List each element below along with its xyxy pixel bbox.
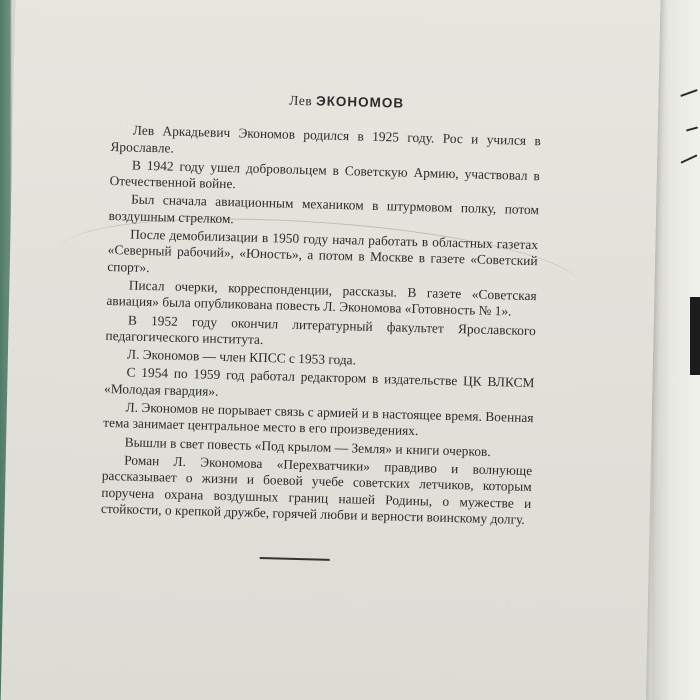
paragraph: Л. Экономов — член КПСС с 1953 года. bbox=[126, 346, 357, 368]
paragraph: Писал очерки, корреспонденции, рассказы. В газете «Советская авиация» была опубликована повесть Л. Экономова «Готовность № 1». bbox=[106, 277, 537, 319]
paragraph: Был сначала авиационным механиком в штурмовом полку, потом воздушным стрелком. bbox=[108, 192, 540, 227]
next-page-dark-mark bbox=[690, 297, 700, 375]
title-first-name: Лев bbox=[289, 92, 313, 109]
paragraph: Роман Л. Экономова «Перехватчики» правдиво и волнующе рассказывает о жизни и боевой учебе советских летчиков, которым поручена охрана воздушных границ нашей Родины, о мужестве и стойкости, о крепкой дружбе, горячей любви и верности воинскому долгу. bbox=[100, 452, 533, 527]
paragraph: С 1954 по 1959 год работал редактором в издательстве ЦК ВЛКСМ «Молодая гвардия». bbox=[103, 364, 535, 399]
paragraph: В 1942 году ушел добровольцем в Советскую Армию, участвовал в Отечественной войне. bbox=[109, 157, 541, 192]
page-content bbox=[100, 88, 542, 566]
paragraph: Вышли в свет повесть «Под крылом — Земля» и книги очерков. bbox=[124, 434, 491, 459]
paragraph: Лев Аркадьевич Экономов родился в 1925 году. Рос и учился в Ярославле. bbox=[110, 122, 541, 156]
paragraph: После демобилизации в 1950 году начал работать в областных газетах «Северный рабочий», «Юность», а потом в Москве в газете «Советский спорт». bbox=[107, 226, 539, 275]
paragraph: В 1952 году окончил литературный факультет Ярославского педагогического института. bbox=[105, 312, 537, 347]
paragraph: Л. Экономов не порывает связь с армией и в настоящее время. Военная тема занимает центральное место в его произведениях. bbox=[103, 399, 534, 439]
title-surname: ЭКОНОМОВ bbox=[315, 93, 405, 111]
